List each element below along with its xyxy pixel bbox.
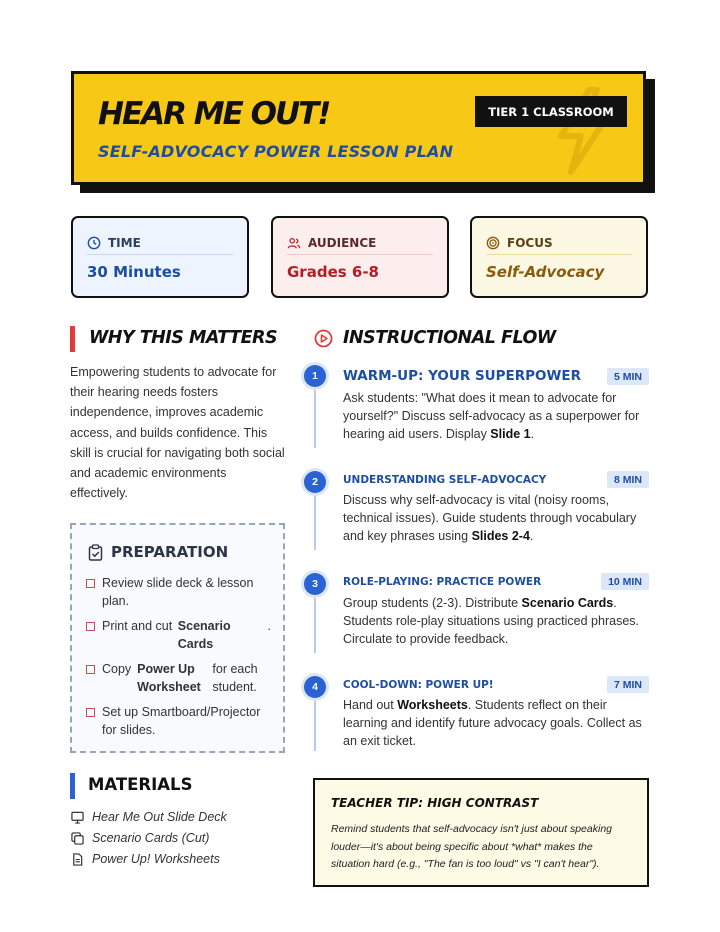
step-duration-badge: 8 MIN [607, 471, 649, 488]
prep-item-text: Copy [102, 662, 132, 676]
material-label: Hear Me Out Slide Deck [92, 810, 227, 824]
material-item [71, 852, 220, 866]
preparation-list [86, 575, 271, 747]
audience-value: Grades 6-8 [287, 263, 379, 281]
time-value: 30 Minutes [87, 263, 181, 281]
teacher-tip-title: TEACHER TIP: HIGH CONTRAST [331, 796, 539, 810]
preparation-heading [88, 543, 228, 561]
materials-title: MATERIALS [88, 775, 193, 794]
preparation-title: PREPARATION [111, 543, 229, 561]
step-duration-badge: 5 MIN [607, 368, 649, 385]
why-title: WHY THIS MATTERS [89, 328, 278, 348]
page-title: HEAR ME OUT! [98, 96, 330, 132]
checkbox-icon[interactable] [86, 622, 95, 631]
prep-item [86, 704, 271, 739]
clock-icon [87, 236, 101, 250]
step-title: UNDERSTANDING SELF-ADVOCACY [343, 474, 547, 486]
material-label: Scenario Cards (Cut) [92, 831, 210, 845]
step-duration-badge: 7 MIN [607, 676, 649, 693]
material-item [71, 831, 209, 845]
timeline-line [314, 697, 316, 751]
checkbox-icon[interactable] [86, 708, 95, 717]
tier-badge: TIER 1 CLASSROOM [475, 96, 627, 127]
page-subtitle: SELF-ADVOCACY POWER LESSON PLAN [98, 142, 454, 161]
step-description: Hand out Worksheets. Students reflect on their learning and identify future advocacy goals. Collect as an exit ticket. [343, 698, 642, 748]
step-number: 1 [304, 365, 326, 387]
timeline-line [314, 492, 316, 550]
teacher-tip-box [313, 778, 649, 887]
focus-label: FOCUS [507, 236, 553, 250]
prep-item-text: Print and cut [102, 619, 173, 633]
prep-item-bold: Scenario Cards [177, 619, 231, 651]
time-card-label-row [87, 234, 233, 255]
teacher-tip-text: Remind students that self-advocacy isn't just about speaking louder—it's about being specific about *what* makes the situation hard (e.g., "The fan is too loud" vs "I can't hear"). [331, 823, 612, 870]
audience-card [271, 216, 449, 298]
step-description: Ask students: "What does it mean to advocate for yourself?" Discuss self-advocacy as a superpower for hearing aid users. Display Slide 1. [343, 391, 640, 441]
timeline-line [314, 595, 316, 653]
focus-value: Self-Advocacy [486, 263, 605, 281]
timeline-line [314, 386, 316, 448]
checkbox-icon[interactable] [86, 579, 95, 588]
materials-section-bar [70, 773, 75, 799]
prep-item [86, 575, 271, 610]
step-title: WARM-UP: YOUR SUPERPOWER [343, 368, 582, 384]
prep-item [86, 661, 271, 696]
step-description: Group students (2-3). Distribute Scenario Cards. Students role-play situations using practiced phrases. Circulate to provide feedback. [343, 596, 639, 646]
clipboard-check-icon [88, 544, 103, 561]
prep-item [86, 618, 271, 653]
step-description: Discuss why self-advocacy is vital (noisy rooms, technical issues). Guide students through vocabulary and key phrases using Slides 2-4. [343, 493, 637, 543]
prep-item-text: for each student. [212, 662, 258, 694]
play-circle-icon [314, 329, 333, 348]
users-icon [287, 236, 301, 250]
step-duration-badge: 10 MIN [601, 573, 649, 590]
target-icon [486, 236, 500, 250]
prep-item-text: . [267, 619, 271, 633]
document-icon [71, 853, 84, 866]
preparation-box [70, 523, 285, 753]
step-number: 3 [304, 573, 326, 595]
prep-item-text: Review slide deck & lesson plan. [102, 576, 254, 608]
focus-card [470, 216, 648, 298]
time-card [71, 216, 249, 298]
monitor-icon [71, 811, 84, 824]
time-label: TIME [108, 236, 141, 250]
audience-label: AUDIENCE [308, 236, 377, 250]
step-title: ROLE-PLAYING: PRACTICE POWER [343, 576, 542, 588]
checkbox-icon[interactable] [86, 665, 95, 674]
prep-item-text: Set up Smartboard/Projector for slides. [102, 705, 261, 737]
step-number: 2 [304, 471, 326, 493]
copy-icon [71, 832, 84, 845]
audience-card-label-row [287, 234, 433, 255]
material-label: Power Up! Worksheets [92, 852, 220, 866]
focus-card-label-row [486, 234, 632, 255]
why-text: Empowering students to advocate for their hearing needs fosters independence, improves academic access, and builds confidence. This skill is crucial for navigating both social and academic environments effectively. [70, 365, 285, 501]
step-title: COOL-DOWN: POWER UP! [343, 679, 494, 691]
why-section-bar [70, 326, 75, 352]
step-number: 4 [304, 676, 326, 698]
material-item [71, 810, 227, 824]
prep-item-bold: Power Up Worksheet [137, 662, 201, 694]
header-banner [71, 71, 646, 185]
flow-title: INSTRUCTIONAL FLOW [343, 328, 556, 348]
